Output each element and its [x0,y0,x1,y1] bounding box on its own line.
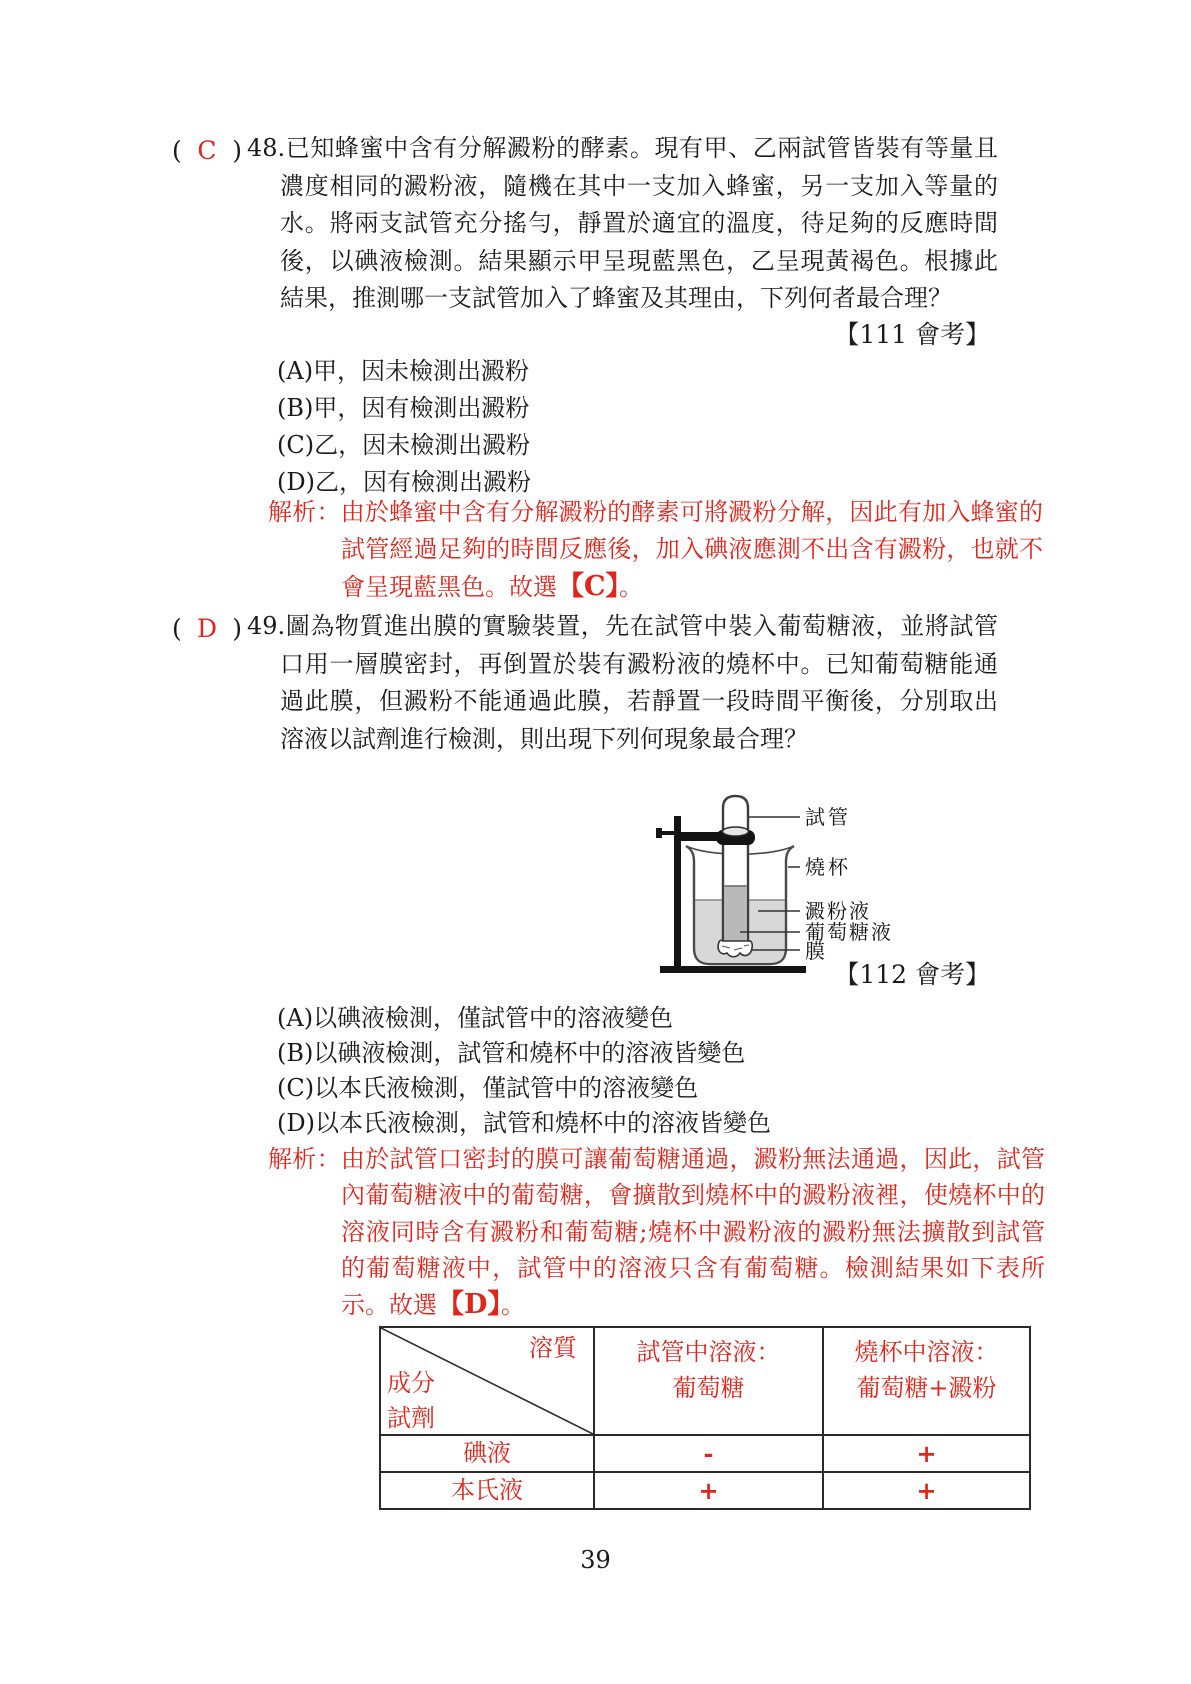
q49-option-a [277,1001,771,1036]
q49-source-tag: 【112 會考】 [834,960,990,989]
q49-option-b-label: (B) [277,1039,314,1067]
q49-option-c-text: 以本氏液檢測，僅試管中的溶液變色 [314,1074,699,1102]
corner-label-solute: 溶質 [529,1334,577,1362]
q49-question-text [247,608,998,758]
table-row-iodine-tube: - [593,1434,822,1471]
q49-option-d-text: 以本氏液檢測，試管和燒杯中的溶液皆變色 [314,1109,771,1137]
q49-paren-open: ( [172,614,182,643]
result-table [379,1326,1031,1510]
header-tube-line1: 試管中溶液： [636,1338,781,1366]
q49-analysis-body: 由於試管口密封的膜可讓葡萄糖通過，澱粉無法通過，因此，試管內葡萄糖液中的葡萄糖，會擴散到燒杯中的澱粉液裡，使燒杯中的溶液同時含有澱粉和葡萄糖;燒杯中澱粉液的澱粉無法擴散到試管的葡萄糖液中，試管中的溶液只含有葡萄糖。檢測結果如下表所示。故選 [340,1145,1046,1319]
q48-option-b-text: 甲，因有檢測出澱粉 [313,394,530,422]
q48-answer-letter: C [197,136,217,165]
table-row-benedict-name: 本氏液 [381,1471,593,1508]
q48-answer-marker [172,132,242,169]
corner-label-reagent: 試劑 [387,1404,435,1432]
table-header-beaker [822,1328,1029,1434]
q49-answer-letter: D [196,614,218,643]
table-header-tube [593,1328,822,1434]
q48-body: 已知蜂蜜中含有分解澱粉的酵素。現有甲、乙兩試管皆裝有等量且濃度相同的澱粉液，隨機在其中一支加入蜂蜜，另一支加入等量的水。將兩支試管充分搖勻，靜置於適宜的溫度，待足夠的反應時間後，以碘液檢測。結果顯示甲呈現藍黑色，乙呈現黃褐色。根據此結果，推測哪一支試管加入了蜂蜜及其理由，下列何者最合理？ [280,134,998,312]
q48-number: 48. [247,134,286,162]
header-beaker-line1: 燒杯中溶液： [854,1338,999,1366]
q48-option-a-text: 甲，因未檢測出澱粉 [313,357,530,385]
q48-paren-close: ) [232,136,242,165]
q49-options [277,1001,771,1141]
q48-option-b-label: (B) [277,394,314,422]
q49-analysis [268,1141,1045,1323]
table-corner-cell [381,1328,593,1434]
q48-option-a-label: (A) [277,357,314,385]
q48-option-b [277,390,531,427]
q49-paren-close: ) [232,614,242,643]
label-glucose-solution: 葡萄糖液 [805,920,893,944]
q49-option-b [277,1036,771,1071]
q49-body: 圖為物質進出膜的實驗裝置，先在試管中裝入葡萄糖液，並將試管口用一層膜密封，再倒置於裝有澱粉液的燒杯中。已知葡萄糖能通過此膜，但澱粉不能通過此膜，若靜置一段時間平衡後，分別取出溶液以試劑進行檢測，則出現下列何現象最合理？ [280,612,998,753]
glucose-solution-fill [725,886,747,942]
q48-option-c-label: (C) [277,431,315,459]
page-number: 39 [580,1546,611,1574]
q49-number: 49. [247,612,286,640]
clamp-screw-icon [656,828,662,838]
q49-option-a-text: 以碘液檢測，僅試管中的溶液變色 [313,1004,674,1032]
q49-option-b-text: 以碘液檢測，試管和燒杯中的溶液皆變色 [313,1039,746,1067]
q49-analysis-choice: 【D】 [437,1288,501,1320]
q49-option-d [277,1106,771,1141]
label-test-tube: 試管 [805,805,851,829]
table-row-benedict-beaker: + [822,1471,1029,1508]
q48-option-c-text: 乙，因未檢測出澱粉 [314,431,531,459]
label-starch-solution: 澱粉液 [805,899,871,923]
q49-option-a-label: (A) [277,1004,314,1032]
q48-analysis-body: 由於蜂蜜中含有分解澱粉的酵素可將澱粉分解，因此有加入蜂蜜的試管經過足夠的時間反應後，加入碘液應測不出含有澱粉，也就不會呈現藍黑色。故選 [340,498,1044,601]
q48-option-c [277,427,531,464]
q49-option-d-label: (D) [277,1109,315,1137]
label-beaker: 燒杯 [805,855,851,879]
q49-answer-marker [172,610,242,647]
q48-options [277,353,531,501]
tube-cross-section [723,827,749,836]
q49-option-c-label: (C) [277,1074,315,1102]
label-membrane: 膜 [805,939,827,963]
q49-option-c [277,1071,771,1106]
table-row-iodine-name: 碘液 [381,1434,593,1471]
q48-source-tag: 【111 會考】 [834,320,990,349]
q48-paren-open: ( [172,136,182,165]
membrane-shape [718,940,752,956]
table-row-iodine-beaker: + [822,1434,1029,1471]
header-tube-line2: 葡萄糖 [672,1374,745,1402]
q48-option-d-label: (D) [277,468,315,496]
table-row-benedict-tube: + [593,1471,822,1508]
header-beaker-line2: 葡萄糖+澱粉 [856,1374,997,1402]
q48-analysis-label: 解析： [268,498,341,526]
q48-analysis-choice: 【C】 [557,571,619,602]
q48-option-a [277,353,531,390]
q48-question-text [247,130,998,318]
q48-analysis-period: 。 [619,573,643,601]
corner-label-component: 成分 [387,1369,435,1397]
q48-option-d-text: 乙，因有檢測出澱粉 [314,468,531,496]
clamp-screw-arm [662,831,676,835]
q49-analysis-period: 。 [500,1290,525,1319]
q49-analysis-label: 解析： [268,1145,341,1173]
q48-analysis [268,494,1043,606]
